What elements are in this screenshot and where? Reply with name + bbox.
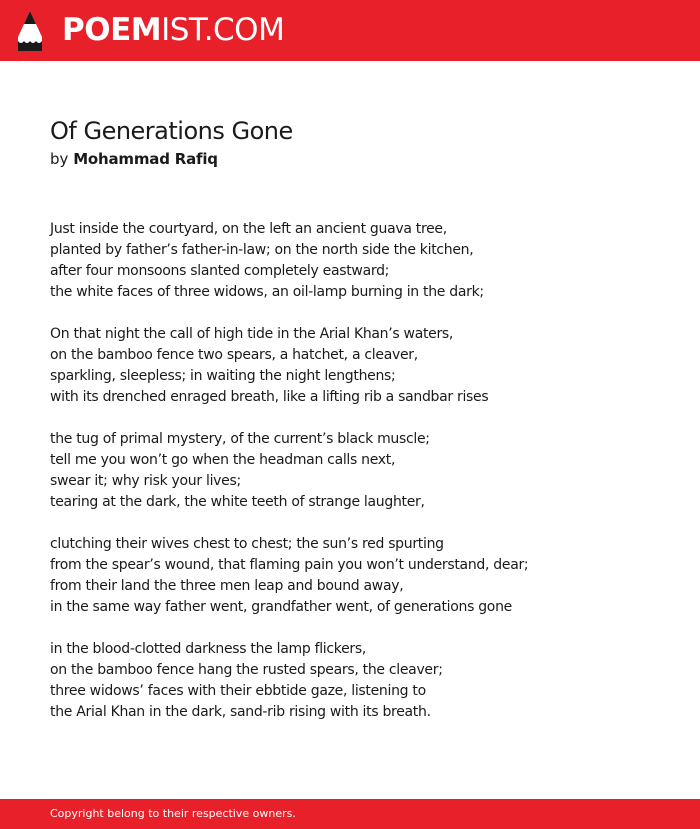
- poem-line: on the bamboo fence two spears, a hatchet, a cleaver,: [50, 347, 418, 363]
- poem-line: planted by father’s father-in-law; on the north side the kitchen,: [50, 242, 474, 258]
- poem-line: in the same way father went, grandfather went, of generations gone: [50, 599, 512, 615]
- poem-author: Mohammad Rafiq: [73, 150, 218, 168]
- poem-line: the white faces of three widows, an oil-lamp burning in the dark;: [50, 284, 484, 300]
- logo-bold-text: POEM: [62, 12, 162, 48]
- poem-byline: [50, 149, 218, 169]
- poem-line: after four monsoons slanted completely eastward;: [50, 263, 390, 279]
- poem-line: swear it; why risk your lives;: [50, 473, 241, 489]
- stanza: [50, 219, 528, 303]
- poem-line: three widows’ faces with their ebbtide gaze, listening to: [50, 683, 426, 699]
- poem-line: from their land the three men leap and bound away,: [50, 578, 404, 594]
- poem-line: the Arial Khan in the dark, sand-rib rising with its breath.: [50, 704, 431, 720]
- poem-line: Just inside the courtyard, on the left an ancient guava tree,: [50, 221, 447, 237]
- poem-line: in the blood-clotted darkness the lamp flickers,: [50, 641, 367, 657]
- poem-line: On that night the call of high tide in the Arial Khan’s waters,: [50, 326, 454, 342]
- poem-line: with its drenched enraged breath, like a lifting rib a sandbar rises: [50, 389, 489, 405]
- pencil-tip-icon: [17, 10, 43, 52]
- copyright-notice: Copyright belong to their respective owners.: [50, 807, 296, 820]
- poem-line: on the bamboo fence hang the rusted spears, the cleaver;: [50, 662, 443, 678]
- poem-line: sparkling, sleepless; in waiting the night lengthens;: [50, 368, 396, 384]
- poem-line: the tug of primal mystery, of the current’s black muscle;: [50, 431, 430, 447]
- poem-body: [50, 219, 528, 744]
- poem-line: tearing at the dark, the white teeth of strange laughter,: [50, 494, 425, 510]
- poem-line: clutching their wives chest to chest; the sun’s red spurting: [50, 536, 444, 552]
- by-label: by: [50, 150, 69, 168]
- logo-light-text: IST.COM: [161, 12, 285, 48]
- site-logo[interactable]: [62, 11, 284, 49]
- poem-line: tell me you won’t go when the headman calls next,: [50, 452, 396, 468]
- stanza: [50, 639, 528, 723]
- stanza: [50, 429, 528, 513]
- poem-title: Of Generations Gone: [50, 117, 293, 145]
- site-footer: [0, 799, 700, 829]
- site-header: [0, 0, 700, 61]
- poem-line: from the spear’s wound, that flaming pain you won’t understand, dear;: [50, 557, 529, 573]
- stanza: [50, 534, 528, 618]
- stanza: [50, 324, 528, 408]
